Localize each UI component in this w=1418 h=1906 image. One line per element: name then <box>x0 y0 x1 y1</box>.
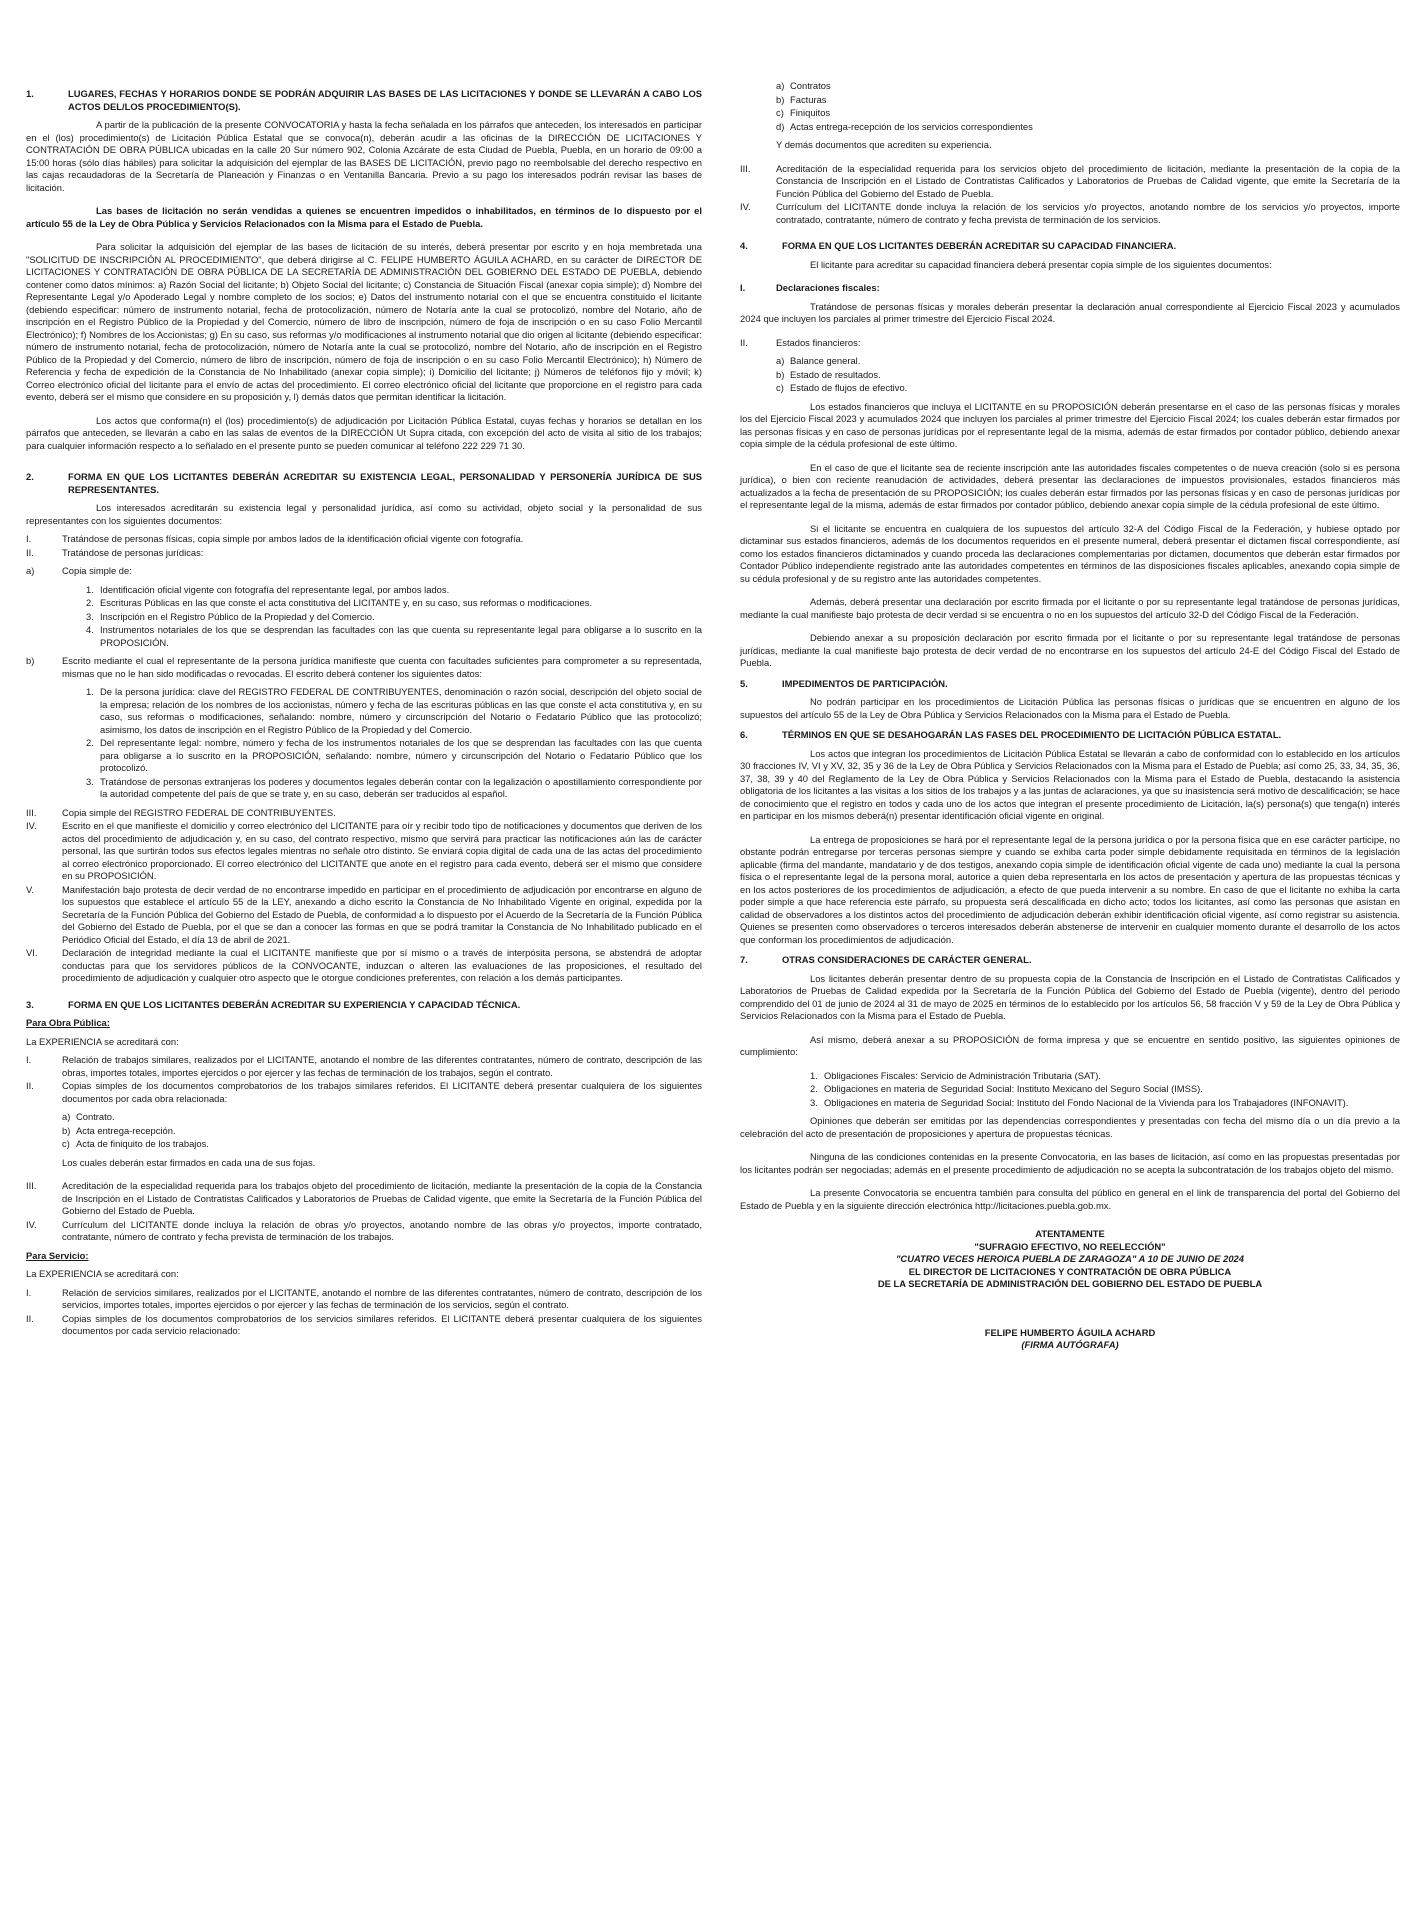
signatory-name: FELIPE HUMBERTO ÁGUILA ACHARD <box>984 1326 1156 1338</box>
section-3-heading: 3. FORMA EN QUE LOS LICITANTES DEBERÁN ACREDITAR SU EXPERIENCIA Y CAPACIDAD TÉCNICA. <box>26 998 521 1010</box>
list-item: b) Estado de resultados. <box>776 368 881 380</box>
firmados-line: Los cuales deberán estar firmados en cada una de sus fojas. <box>62 1156 316 1168</box>
experiencia-line: La EXPERIENCIA se acreditará con: <box>26 1268 179 1279</box>
list-item: II. Copias simples de los documentos comprobatorios de los trabajos similares referidos. El LICITANTE deberá presentar cualquiera de los siguientes documentos por cada obra relacionada: <box>26 1080 702 1104</box>
signature-line: ATENTAMENTE <box>1035 1228 1105 1239</box>
list-item: 3. Obligaciones en materia de Seguridad Social: Instituto del Fondo Nacional de la Vivienda para los Trabajadores (INFONAVIT). <box>810 1096 1349 1108</box>
signature-line: "CUATRO VECES HEROICA PUEBLA DE ZARAGOZA" A 10 DE JUNIO DE 2024 <box>895 1253 1244 1264</box>
list-item: IV. Currículum del LICITANTE donde incluya la relación de los servicios y/o proyectos, anotando nombre de los servicios y/o proyectos, importe contratado, contratante, número de contrato y fecha prevista de terminación de los servicios. <box>740 201 1400 225</box>
sublist <box>86 584 702 650</box>
section-4-paragraph-6: Debiendo anexar a su proposición declaración por escrito firmada por el licitante o por su representante legal tratándose de personas jurídicas, mediante la cual manifieste bajo protesta de decir verdad de no encontrarse en los supuestos del artículo 24-E del Código Fiscal del Estado de Puebla. <box>740 632 1400 668</box>
section-6-paragraph-1: Los actos que integran los procedimientos de Licitación Pública Estatal se llevarán a cabo de conformidad con lo establecido en los artículos 30 fracciones IV, VI y XV, 32, 35 y 36 de la Ley de Obra Pública y Servicios Relacionados con la Misma para el Estado de Puebla; así como 25, 33, 34, 35, 36, 37, 38, 39 y 40 del Reglamento de la Ley de Obra Pública y Servicios Relacionados con la Misma para el Estado de Puebla, destacando la asistencia obligatoria de los licitantes a las visitas a los sitios de los trabajos y a las juntas de aclaraciones, ya que su inasistencia será motivo de descalificación; se hace de conocimiento que el registro en todos y cada uno de los actos que integran el presente procedimiento de Licitación, la(s) persona(s) que tenga(n) interés en participar en los mismos deberá(n) presentar identificación oficial vigente en original. <box>740 747 1400 821</box>
list-item: II. Estados financieros: <box>740 336 861 348</box>
section-4-paragraph-2: Los estados financieros que incluya el LICITANTE en su PROPOSICIÓN deberán presentarse en el caso de las personas físicas y morales los del Ejercicio Fiscal 2023 y acumulados 2024 que incluyen los parciales al primer trimestre del Ejercicio Fiscal 2024; los cuales deberán estar firmados por las personas físicas y en caso de personas jurídicas por el representante legal de la misma, además de estar firmados por contador público, debiendo anexar copia simple de la cédula profesional de este último. <box>740 400 1400 449</box>
list-item: c) Finiquitos <box>776 107 831 118</box>
section-5-heading: 5. IMPEDIMENTOS DE PARTICIPACIÓN. <box>740 677 948 689</box>
section-4-paragraph-3: En el caso de que el licitante sea de reciente inscripción ante las autoridades fiscales competentes o de nueva creación (solo si es persona jurídica), o bien con reciente reanudación de actividades, deberá presentar las declaraciones de impuestos provisionales, estados financieros más actualizados a la fecha de presentación de su PROPOSICIÓN; los cuales deberán estar firmados por las personas físicas y en caso de personas jurídicas por el representante legal de la misma, además de estar firmados por contador público, debiendo anexar copia simple de la cédula profesional de este último. <box>740 461 1400 510</box>
right-column <box>740 80 1400 1352</box>
section-4-declaraciones: Tratándose de personas físicas y morales deberán presentar la declaración anual correspondiente al Ejercicio Fiscal 2023 y acumulados 2024 que incluyen los parciales al primer trimestre del Ejercicio Fiscal 2024. <box>740 300 1400 324</box>
list-item: V. Manifestación bajo protesta de decir verdad de no encontrarse impedido en participar en el procedimiento de adjudicación por encontrarse en alguno de los supuestos que establece el artículo 55 de la LEY, anexando a dicho escrito la Constancia de No Inhabilitado Vigente en original, expedida por la Secretaría de la Función Pública del Gobierno del Estado de Puebla, de conformidad a lo dispuesto por el Acuerdo de la Secretaría de la Función Pública del Gobierno del Estado de Puebla, por el que se dan a conocer las formas en que se podrá tramitar la Constancia de No Inhabilitado publicado en el Periódico Oficial del Estado, el día 13 de abril de 2021. <box>26 883 702 945</box>
list-item: 1. Obligaciones Fiscales: Servicio de Administración Tributaria (SAT). <box>810 1069 1102 1081</box>
list-item: a) Copia simple de: <box>26 565 132 576</box>
signature-block <box>740 1228 1400 1352</box>
list-item: II. Copias simples de los documentos comprobatorios de los servicios similares referidos. El LICITANTE deberá presentar cualquiera de los siguientes documentos por cada servicio relacionado: <box>26 1312 702 1336</box>
section-7-heading: 7. OTRAS CONSIDERACIONES DE CARÁCTER GENERAL. <box>740 954 1032 965</box>
section-4-paragraph-5: Además, deberá presentar una declaración por escrito firmada por el licitante o por su representante legal tratándose de personas jurídicas, mediante la cual manifieste bajo protesta de decir verdad si se encuentra o no en los supuestos del artículo 32-D del Código Fiscal de la Federación. <box>740 596 1400 620</box>
list-item: 1. De la persona jurídica: clave del REGISTRO FEDERAL DE CONTRIBUYENTES, denominación o razón social, descripción del objeto social de la empresa; relación de los nombres de los accionistas, número y fecha de las escrituras públicas en las que conste el acta constitutiva y, en su caso, sus reformas o modificaciones, señalando: nombre, número y circunscripción del Notario o Fedatario Público que las protocolizó; asimismo, los datos de inscripción en el Registro Público de la Propiedad y del Comercio. <box>86 686 702 735</box>
section-4-paragraph-4: Si el licitante se encuentra en cualquiera de los supuestos del artículo 32-A del Código Fiscal de la Federación, y hubiese optado por dictaminar sus estados financieros, además de los documentos requeridos en el presente numeral, deberá presentar el dictamen fiscal correspondiente, así como los estados financieros dictaminados y cuando proceda las declaraciones complementarias por dictamen, documentos que deberán estar firmados por Contador Público independiente registrado ante las autoridades competentes en términos de las disposiciones fiscales aplicables, anexando copia simple de su cédula profesional y de su registro ante las autoridades competentes. <box>740 522 1400 584</box>
list-item: III. Acreditación de la especialidad requerida para los trabajos objeto del procedimiento de licitación, mediante la presentación de la copia de la Constancia de Inscripción en el Listado de Contratistas Calificados y Laboratorios de Pruebas de Calidad vigente, que emite la Secretaría de la Función Pública del Gobierno del Estado de Puebla. <box>26 1180 702 1216</box>
section-6-paragraph-2: La entrega de proposiciones se hará por el representante legal de la persona jurídica o por la persona física que en ese carácter participe, no obstante podrán entregarse por terceras personas siempre y cuando se exhiba carta poder simple debidamente requisitada en términos de la legislación aplicable (firma del mandante, mandatario y de dos testigos, anexando copia simple de identificación oficial vigente de cada uno) mediante la cual la persona física o el representante legal de la persona moral, autorice a quien deba representarla en los actos de presentación y apertura de las propuestas técnicas y en los actos posteriores de los procedimientos de adjudicación, a efecto de que pueda intervenir a su nombre. En caso de que el licitante no exhiba la carta poder simple a que hace referencia este párrafo, su propuesta será descalificada en dicho acto; todos los licitantes, así como las personas que asistan en calidad de observadores a los distintos actos del procedimiento de adjudicación deberán exhibir identificación oficial vigente, así como registrar su asistencia. Quienes se presenten como observadores o terceros interesados deberán abstenerse de intervenir en cualquier momento durante el desarrollo de los actos que conforman los procedimientos de adjudicación. <box>740 833 1400 945</box>
list-item: b) Escrito mediante el cual el representante de la persona jurídica manifieste que cuenta con facultades suficientes para comprometer a su representada, mismas que no le han sido modificadas o revocadas. El escrito deberá contener los siguientes datos: <box>26 655 702 679</box>
list-item: b) Facturas <box>776 93 827 105</box>
section-7-paragraph-4: Ninguna de las condiciones contenidas en la presente Convocatoria, en las bases de licitación, así como en las propuestas presentadas por los licitantes podrán ser negociadas; además en el presente procedimiento de adjudicación no se acepta la subcontratación de los trabajos objeto del mismo. <box>740 1151 1400 1175</box>
left-column <box>26 80 702 1339</box>
list-item: a) Contrato. <box>62 1111 115 1122</box>
list-item: 2. Obligaciones en materia de Seguridad Social: Instituto Mexicano del Seguro Social (IMSS). <box>810 1083 1203 1094</box>
sublist <box>86 686 702 801</box>
signature-line: DE LA SECRETARÍA DE ADMINISTRACIÓN DEL GOBIERNO DEL ESTADO DE PUEBLA <box>877 1278 1263 1289</box>
sublist <box>810 1070 1400 1110</box>
servicio-heading: Para Servicio: <box>26 1249 89 1261</box>
list-item: 3. Inscripción en el Registro Público de la Propiedad y del Comercio. <box>86 610 375 622</box>
section-6-heading: 6. TÉRMINOS EN QUE SE DESAHOGARÁN LAS FASES DEL PROCEDIMIENTO DE LICITACIÓN PÚBLICA ESTATAL. <box>740 729 1282 740</box>
list-item: b) Acta entrega-recepción. <box>62 1124 176 1136</box>
list-item: I. Relación de servicios similares, realizados por el LICITANTE, anotando el nombre de las diferentes contratantes, número de contrato, descripción de los servicios, importes totales, importes ejercidos o por ejercer y las fechas de terminación de los servicios, según el contrato. <box>26 1286 702 1310</box>
section-1-paragraph-3: Para solicitar la adquisición del ejemplar de las bases de licitación de su interés, deberá presentar por escrito y en hoja membretada una "SOLICITUD DE INSCRIPCIÓN AL PROCEDIMIENTO", que deberá dirigirse al C. FELIPE HUMBERTO ÁGUILA ACHARD, en su carácter de DIRECTOR DE LICITACIONES Y CONTRATACIÓN DE OBRA PÚBLICA DE LA SECRETARÍA DE ADMINISTRACIÓN DEL GOBIERNO DEL ESTADO DE PUEBLA, debiendo contener como datos mínimos: a) Razón Social del licitante; b) Objeto Social del licitante; c) Constancia de Situación Fiscal (anexar copia simple); d) Nombre del Representante Legal y/o Apoderado Legal y nombre completo de los socios; e) Datos del instrumento notarial con el que se encuentra constituido el licitante (debiendo especificar: número de instrumento notarial, fecha de protocolización, número de Notaría ante la cual se protocolizó, nombre del Notario, año de inscripción en el Registro Público de la Propiedad y del Comercio, número de libro de inscripción, número de foja de inscripción o en su caso Folio Mercantil Electrónico); f) Nombres de los Accionistas; g) En su caso, sus reformas y/o modificaciones al instrumento notarial que dio origen al licitante (debiendo especificar: número de instrumento notarial, fecha de protocolización, número de Notaría ante la cual se protocolizó, nombre del Notario, año de inscripción en el Registro Público de la Propiedad y del Comercio, número de libro de inscripción, número de foja de inscripción o en su caso Folio Mercantil Electrónico); h) Número de Referencia y fecha de expedición de la Constancia de No Inhabilitado (anexar copia simple); i) Domicilio del licitante; j) Números de teléfonos fijo y móvil; k) Correo electrónico oficial del licitante para el envío de actas del procedimiento. El correo electrónico oficial del licitante que proporcione en el registro para cada evento, deberá ser el mismo que considere en su proposición y, l) demás datos que permitan identificar la licitación. <box>26 241 702 402</box>
experience-note: Y demás documentos que acrediten su experiencia. <box>776 139 992 150</box>
section-7-paragraph-3: Opiniones que deberán ser emitidas por las dependencias correspondientes y presentadas con fecha del mismo día o un día previo a la celebración del acto de presentación de proposiciones y apertura de propuestas técnicas. <box>740 1115 1400 1139</box>
section-7-paragraph-2: Así mismo, deberá anexar a su PROPOSICIÓN de forma impresa y que se encuentre en sentido positivo, las siguientes opiniones de cumplimiento: <box>740 1033 1400 1057</box>
list-item: a) Contratos <box>776 80 831 91</box>
sublist <box>776 355 1400 395</box>
signature-line: "SUFRAGIO EFECTIVO, NO REELECCIÓN" <box>974 1240 1166 1252</box>
section-1-heading: 1. LUGARES, FECHAS Y HORARIOS DONDE SE PODRÁN ADQUIRIR LAS BASES DE LAS LICITACIONES Y DONDE SE LLEVARÁN A CABO LOS ACTOS DEL/LOS PROCEDIMIENTO(S). <box>26 88 702 112</box>
section-4-paragraph-1: El licitante para acreditar su capacidad financiera deberá presentar copia simple de los siguientes documentos: <box>810 258 1272 270</box>
section-2-paragraph-1: Los interesados acreditarán su existencia legal y personalidad jurídica, así como su actividad, objeto social y la personalidad de sus representantes con los siguientes documentos: <box>26 502 702 526</box>
section-1-paragraph-4: Los actos que conforma(n) el (los) procedimiento(s) de adjudicación por Licitación Pública Estatal, cuyas fechas y horarios se detallan en los párrafos que anteceden, se llevarán a cabo en las salas de eventos de la DIRECCIÓN Ut Supra citada, con excepción del acto de visita al sitio de los trabajos; para cualquier información respecto a lo señalado en el presente punto se pueden comunicar al teléfono 222 229 71 30. <box>26 414 702 451</box>
obra-publica-heading: Para Obra Pública: <box>26 1017 110 1028</box>
list-item: 3. Tratándose de personas extranjeras los poderes y documentos legales deberán contar con la legalización o apostillamiento correspondiente por la autoridad competente del país de que se trate y, en su caso, deberán ser traducidos al español. <box>86 775 702 799</box>
section-1-paragraph-1: A partir de la publicación de la presente CONVOCATORIA y hasta la fecha señalada en los párrafos que anteceden, los interesados en participar en el (los) procedimiento(s) de Licitación Pública Estatal que se convoca(n), deberán acudir a las oficinas de la DIRECCIÓN DE LICITACIONES Y CONTRATACIÓN DE OBRA PÚBLICA ubicadas en la calle 20 Sur número 902, Colonia Azcárate de esta Ciudad de Puebla, Puebla, en un horario de 09:00 a 15:00 horas (sólo días hábiles) para solicitar la adquisición del ejemplar de las BASES DE LICITACIÓN, previo pago no reembolsable del derecho respectivo en las cajas recaudadoras de la Secretaría de Planeación y Finanzas o en Ventanilla Bancaria. Previo a su pago los interesados podrán revisar las bases de licitación. <box>26 119 702 193</box>
list-item: III. Copia simple del REGISTRO FEDERAL DE CONTRIBUYENTES. <box>26 806 336 818</box>
list-item: d) Actas entrega-recepción de los servicios correspondientes <box>776 120 1033 132</box>
section-7-paragraph-1: Los licitantes deberán presentar dentro de su propuesta copia de la Constancia de Inscripción en el Listado de Contratistas Calificados y Laboratorios de Pruebas de Calidad expedida por la Secretaría de la Función Pública del Gobierno del Estado de Puebla (vigente), dentro del periodo comprendido del 01 de junio de 2024 al 31 de mayo de 2025 en términos de lo establecido por los artículos 56, 58 fracción V y 59 de la Ley de Obra Pública y Servicios Relacionados con la Misma para el Estado de Puebla. <box>740 972 1400 1021</box>
list-item: II. Tratándose de personas jurídicas: <box>26 546 204 558</box>
list-item: 4. Instrumentos notariales de los que se desprendan las facultades con las que cuenta su representante legal para obligarse a lo suscrito en la PROPOSICIÓN. <box>86 624 702 648</box>
list-item: VI. Declaración de integridad mediante la cual el LICITANTE manifieste que por sí mismo o a través de interpósita persona, se abstendrá de adoptar conductas para que los servidores públicos de la CONVOCANTE, induzcan o alteren las evaluaciones de las proposiciones, el resultado del procedimiento de adjudicación y cualquier otro aspecto que le otorgue condiciones preferentes, con relación a los demás participantes. <box>26 947 702 983</box>
list-item: c) Acta de finiquito de los trabajos. <box>62 1138 209 1149</box>
section-7-paragraph-5: La presente Convocatoria se encuentra también para consulta del público en general en el link de transparencia del portal del Gobierno del Estado de Puebla y en la siguiente dirección electrónica http://licitaciones.puebla.gob.mx. <box>740 1187 1400 1211</box>
signature-note: (FIRMA AUTÓGRAFA) <box>1021 1339 1119 1350</box>
list-item: I. Declaraciones fiscales: <box>740 282 880 293</box>
list-item: a) Balance general. <box>776 355 861 366</box>
list-item: I. Relación de trabajos similares, realizados por el LICITANTE, anotando el nombre de las diferentes contratantes, número de contrato, descripción de las obras, importes totales, importes ejercidos o por ejercer y las fechas de terminación de los trabajos, según el contrato. <box>26 1054 702 1078</box>
sublist <box>776 80 1400 133</box>
experiencia-line: La EXPERIENCIA se acreditará con: <box>26 1035 179 1047</box>
sublist <box>62 1111 702 1151</box>
list-item: IV. Currículum del LICITANTE donde incluya la relación de obras y/o proyectos, anotando nombre de las obras y/o proyectos, importe contratado, contratante, número de contrato y fecha prevista de terminación de los trabajos. <box>26 1218 702 1242</box>
signature-line: EL DIRECTOR DE LICITACIONES Y CONTRATACIÓN DE OBRA PÚBLICA <box>908 1265 1232 1277</box>
list-item: I. Tratándose de personas físicas, copia simple por ambos lados de la identificación oficial vigente con fotografía. <box>26 533 524 544</box>
list-item: III. Acreditación de la especialidad requerida para los servicios objeto del procedimiento de licitación, mediante la presentación de la copia de la Constancia de Inscripción en el Listado de Contratistas Calificados y Laboratorios de Pruebas de Calidad vigente, que emite la Secretaría de la Función Pública del Gobierno del Estado de Puebla. <box>740 162 1400 199</box>
section-4-heading: 4. FORMA EN QUE LOS LICITANTES DEBERÁN ACREDITAR SU CAPACIDAD FINANCIERA. <box>740 240 1177 251</box>
list-item: c) Estado de flujos de efectivo. <box>776 382 908 393</box>
list-item: 2. Escrituras Públicas en las que conste el acta constitutiva del LICITANTE y, en su caso, sus reformas o modificaciones. <box>86 597 593 608</box>
section-1-paragraph-2: Las bases de licitación no serán vendidas a quienes se encuentren impedidos o inhabilitados, en términos de lo dispuesto por el artículo 55 de la Ley de Obra Pública y Servicios Relacionados con la Misma para el Estado de Puebla. <box>26 205 702 229</box>
list-item: IV. Escrito en el que manifieste el domicilio y correo electrónico del LICITANTE para oír y recibir todo tipo de notificaciones y documentos que deriven de los actos del procedimiento de adjudicación y, en su caso, del contrato respectivo, mismo que servirá para practicar las notificaciones aún las de carácter personal, las que surtirán todos sus efectos legales mientras no señale otro distinto. Se enviará copia digital de cada una de las actas del procedimiento al correo electrónico proporcionado. El correo electrónico del LICITANTE que anote en el registro para cada evento, deberá ser el mismo que considere en su PROPOSICIÓN. <box>26 820 702 881</box>
list-item: 2. Del representante legal: nombre, número y fecha de los instrumentos notariales de los que se desprendan las facultades con las que cuenta para obligarse a lo suscrito en la PROPOSICIÓN, señalando: nombre, número y circunscripción del Notario o Fedatario Público que los protocolizó. <box>86 737 702 773</box>
list-item: 1. Identificación oficial vigente con fotografía del representante legal, por ambos lados. <box>86 583 450 595</box>
section-2-heading: 2. FORMA EN QUE LOS LICITANTES DEBERÁN ACREDITAR SU EXISTENCIA LEGAL, PERSONALIDAD Y PERSONERÍA JURÍDICA DE SUS REPRESENTANTES. <box>26 471 702 495</box>
section-5-paragraph-1: No podrán participar en los procedimientos de Licitación Pública las personas físicas o jurídicas que se encuentren en alguno de los supuestos del artículo 55 de la Ley de Obra Pública y Servicios Relacionados con la Misma para el Estado de Puebla. <box>740 696 1400 720</box>
